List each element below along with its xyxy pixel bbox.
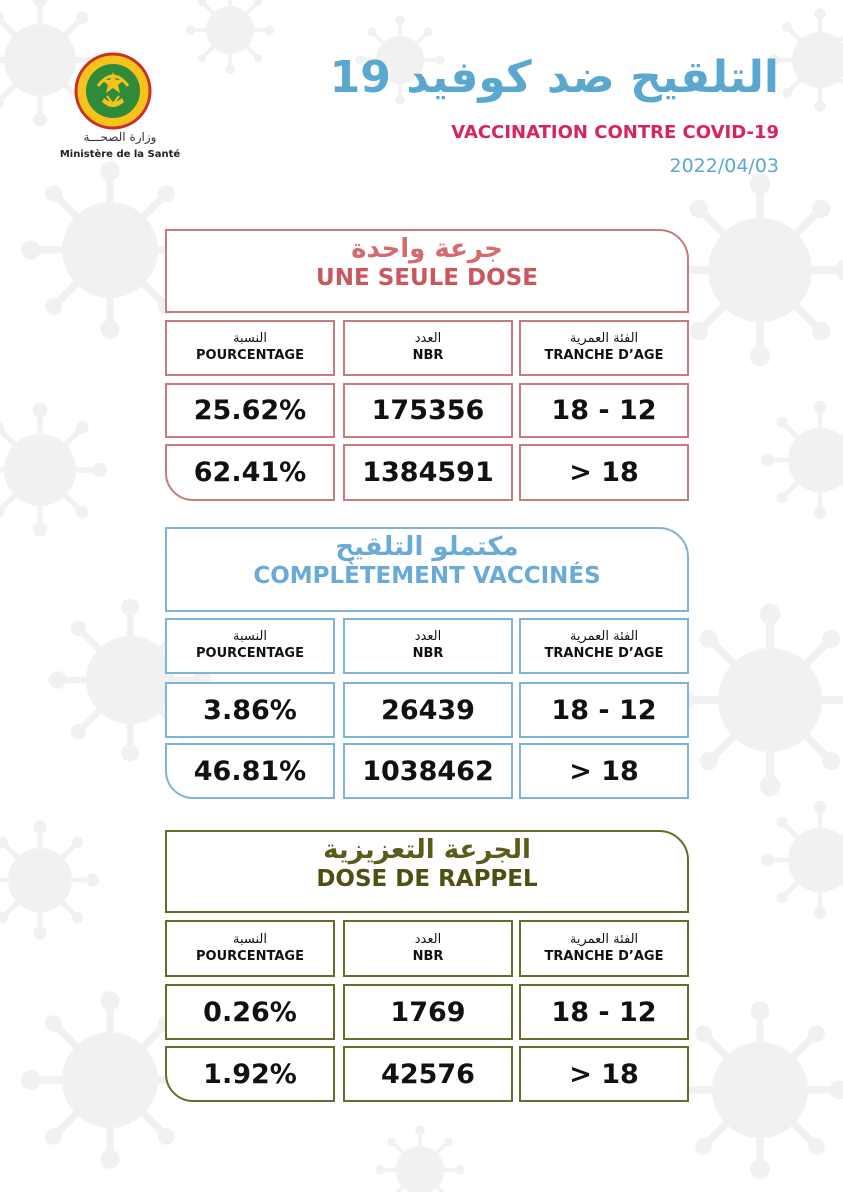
- column-label-french: TRANCHE D’AGE: [544, 948, 664, 964]
- column-label-arabic: النسبة: [233, 931, 267, 947]
- section-title-arabic: مكتملو التلقيح: [335, 532, 519, 562]
- value-text: 1384591: [362, 457, 494, 488]
- section-title-french: COMPLÈTEMENT VACCINÉS: [253, 562, 601, 589]
- column-header-number: [343, 920, 513, 977]
- cell-percentage: [165, 984, 335, 1040]
- column-header-number: [343, 320, 513, 376]
- section-title-arabic: الجرعة التعزيزية: [323, 835, 531, 865]
- value-text: 1038462: [362, 755, 494, 787]
- column-header-percentage: [165, 920, 335, 977]
- value-text: 175356: [371, 395, 485, 426]
- column-label-french: NBR: [412, 948, 444, 964]
- value-text: 18 - 12: [551, 395, 657, 426]
- column-label-french: NBR: [412, 646, 444, 661]
- ministry-emblem-logo: [74, 52, 152, 130]
- cell-number: [343, 682, 513, 738]
- cell-number: [343, 1046, 513, 1102]
- column-label-arabic: النسبة: [233, 331, 267, 347]
- value-text: 18 - 12: [551, 694, 657, 726]
- cell-percentage: [165, 444, 335, 501]
- section-single-dose-header: [165, 229, 689, 313]
- column-label-arabic: النسبة: [233, 629, 267, 645]
- column-label-arabic: العدد: [414, 931, 442, 947]
- cell-percentage: [165, 1046, 335, 1102]
- column-header-age-group: [519, 320, 689, 376]
- column-label-french: NBR: [412, 348, 444, 363]
- page-title-arabic: التلقيح ضد كوفيد 19: [329, 52, 779, 103]
- cell-percentage: [165, 383, 335, 438]
- column-label-arabic: الفئة العمرية: [569, 931, 639, 947]
- column-header-percentage: [165, 618, 335, 674]
- column-header-percentage: [165, 320, 335, 376]
- cell-number: [343, 383, 513, 438]
- column-label-french: TRANCHE D’AGE: [544, 646, 664, 661]
- column-header-number: [343, 618, 513, 674]
- page-title-french: VACCINATION CONTRE COVID-19: [451, 122, 779, 143]
- value-text: 46.81%: [193, 755, 307, 787]
- column-label-french: POURCENTAGE: [196, 348, 304, 363]
- cell-age-group: [519, 444, 689, 501]
- value-text: 0.26%: [203, 996, 297, 1028]
- value-text: 1769: [390, 996, 466, 1028]
- cell-age-group: [519, 682, 689, 738]
- cell-age-group: [519, 984, 689, 1040]
- column-label-arabic: الفئة العمرية: [569, 331, 639, 347]
- column-label-arabic: العدد: [414, 629, 442, 645]
- cell-age-group: [519, 743, 689, 799]
- cell-percentage: [165, 682, 335, 738]
- section-title-arabic: جرعة واحدة: [351, 234, 503, 264]
- column-label-french: POURCENTAGE: [196, 646, 304, 661]
- section-fully-vaccinated-header: [165, 527, 689, 612]
- cell-age-group: [519, 1046, 689, 1102]
- column-label-french: POURCENTAGE: [196, 948, 304, 964]
- value-text: 42576: [381, 1058, 475, 1090]
- ministry-name-arabic: وزارة الصحـــة: [83, 130, 157, 144]
- column-header-age-group: [519, 618, 689, 674]
- section-title-french: DOSE DE RAPPEL: [316, 865, 538, 892]
- value-text: 26439: [381, 694, 475, 726]
- cell-number: [343, 444, 513, 501]
- column-label-arabic: العدد: [414, 331, 442, 347]
- value-text: 3.86%: [203, 694, 297, 726]
- section-booster-dose-header: [165, 830, 689, 913]
- column-label-french: TRANCHE D’AGE: [544, 348, 664, 363]
- value-text: 25.62%: [193, 395, 307, 426]
- value-text: > 18: [569, 755, 639, 787]
- section-title-french: UNE SEULE DOSE: [316, 264, 538, 291]
- value-text: 62.41%: [193, 457, 307, 488]
- cell-number: [343, 743, 513, 799]
- column-label-arabic: الفئة العمرية: [569, 629, 639, 645]
- value-text: 1.92%: [203, 1058, 297, 1090]
- value-text: > 18: [569, 1058, 639, 1090]
- value-text: 18 - 12: [551, 996, 657, 1028]
- column-header-age-group: [519, 920, 689, 977]
- ministry-name-french: Ministère de la Santé: [59, 149, 181, 160]
- report-date: 2022/04/03: [669, 155, 779, 177]
- cell-age-group: [519, 383, 689, 438]
- cell-number: [343, 984, 513, 1040]
- cell-percentage: [165, 743, 335, 799]
- value-text: > 18: [569, 457, 639, 488]
